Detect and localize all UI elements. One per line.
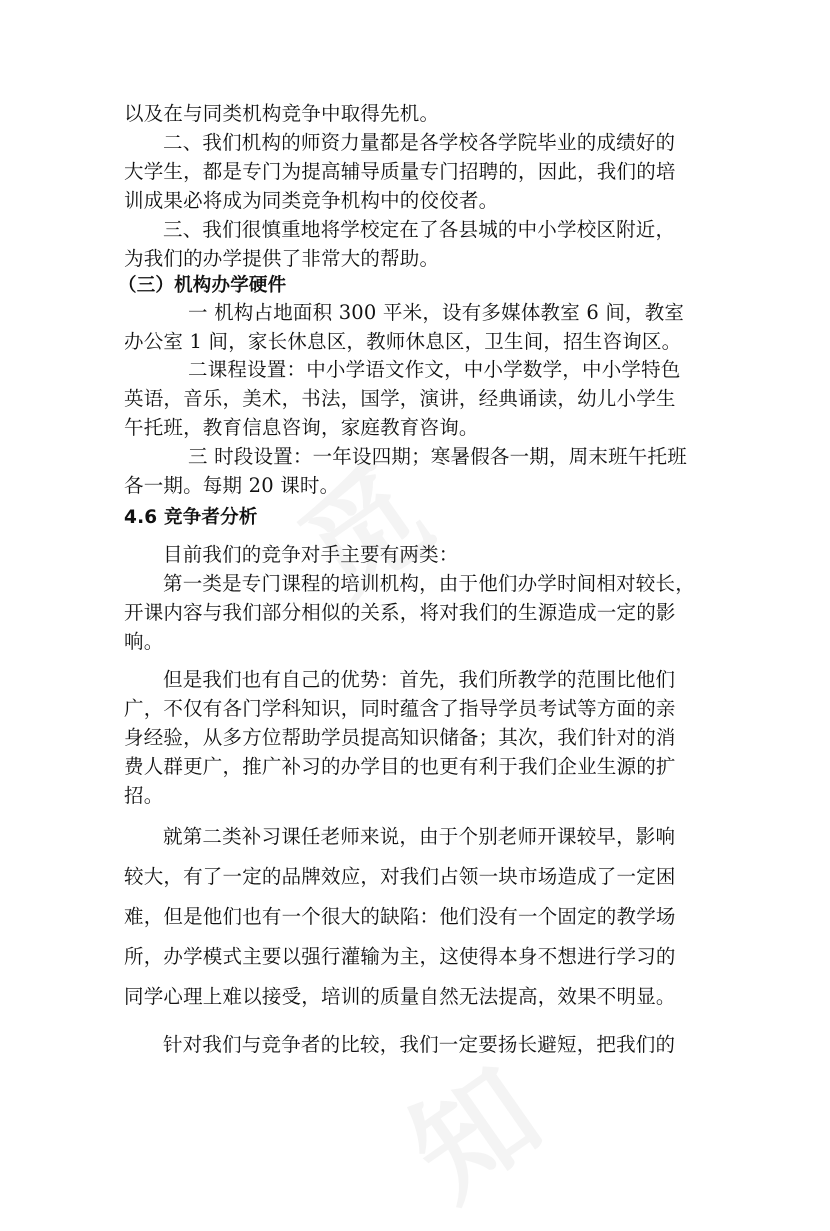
paragraph-line: 但是我们也有自己的优势：首先，我们所教学的范围比他们 xyxy=(163,668,676,691)
paragraph-line: 英语，音乐，美术，书法，国学，演讲，经典诵读，幼儿小学生 xyxy=(124,387,676,410)
paragraph-line: 招。 xyxy=(124,784,164,807)
paragraph-line: 三、我们很慎重地将学校定在了各县城的中小学校区附近， xyxy=(163,218,676,241)
paragraph-line: 所，办学模式主要以强行灌输为主，这使得本身不想进行学习的 xyxy=(124,945,676,968)
paragraph-line: 办公室 1 间，家长休息区，教师休息区，卫生间，招生咨询区。 xyxy=(124,330,682,353)
paragraph-line: 以及在与同类机构竞争中取得先机。 xyxy=(124,102,440,125)
paragraph-line: 为我们的办学提供了非常大的帮助。 xyxy=(124,247,440,270)
paragraph-line: 二、我们机构的师资力量都是各学校各学院毕业的成绩好的 xyxy=(163,131,676,154)
paragraph-line: 身经验，从多方位帮助学员提高知识储备；其次，我们针对的消 xyxy=(124,726,676,749)
paragraph-line: 针对我们与竞争者的比较，我们一定要扬长避短，把我们的 xyxy=(163,1033,676,1056)
paragraph-line: 开课内容与我们部分相似的关系，将对我们的生源造成一定的影 xyxy=(124,601,676,624)
paragraph-line: 难，但是他们也有一个很大的缺陷：他们没有一个固定的教学场 xyxy=(124,905,676,928)
paragraph-line: 同学心理上难以接受，培训的质量自然无法提高，效果不明显。 xyxy=(124,985,676,1008)
section-heading: 4.6 竞争者分析 xyxy=(124,507,258,528)
paragraph-line: 费人群更广，推广补习的办学目的也更有利于我们企业生源的扩 xyxy=(124,755,676,778)
section-heading: （三）机构办学硬件 xyxy=(118,275,287,296)
paragraph-line: 三 时段设置：一年设四期；寒暑假各一期，周末班午托班 xyxy=(188,445,687,468)
paragraph-line: 响。 xyxy=(124,630,164,653)
paragraph-line: 广，不仅有各门学科知识，同时蕴含了指导学员考试等方面的亲 xyxy=(124,697,676,720)
paragraph-line: 各一期。每期 20 课时。 xyxy=(124,474,340,497)
paragraph-line: 二课程设置：中小学语文作文，中小学数学，中小学特色 xyxy=(188,358,681,381)
paragraph-line: 就第二类补习课任老师来说，由于个别老师开课较早，影响 xyxy=(163,825,676,848)
paragraph-line: 训成果必将成为同类竞争机构中的佼佼者。 xyxy=(124,189,499,212)
paragraph-line: 目前我们的竞争对手主要有两类： xyxy=(163,543,459,566)
paragraph-line: 第一类是专门课程的培训机构，由于他们办学时间相对较长， xyxy=(163,572,695,595)
paragraph-line: 午托班，教育信息咨询，家庭教育咨询。 xyxy=(124,416,479,439)
paragraph-line: 较大，有了一定的品牌效应，对我们占领一块市场造成了一定困 xyxy=(124,865,676,888)
paragraph-line: 一 机构占地面积 300 平米，设有多媒体教室 6 间，教室 xyxy=(188,301,685,324)
paragraph-line: 大学生，都是专门为提高辅导质量专门招聘的，因此，我们的培 xyxy=(124,160,676,183)
